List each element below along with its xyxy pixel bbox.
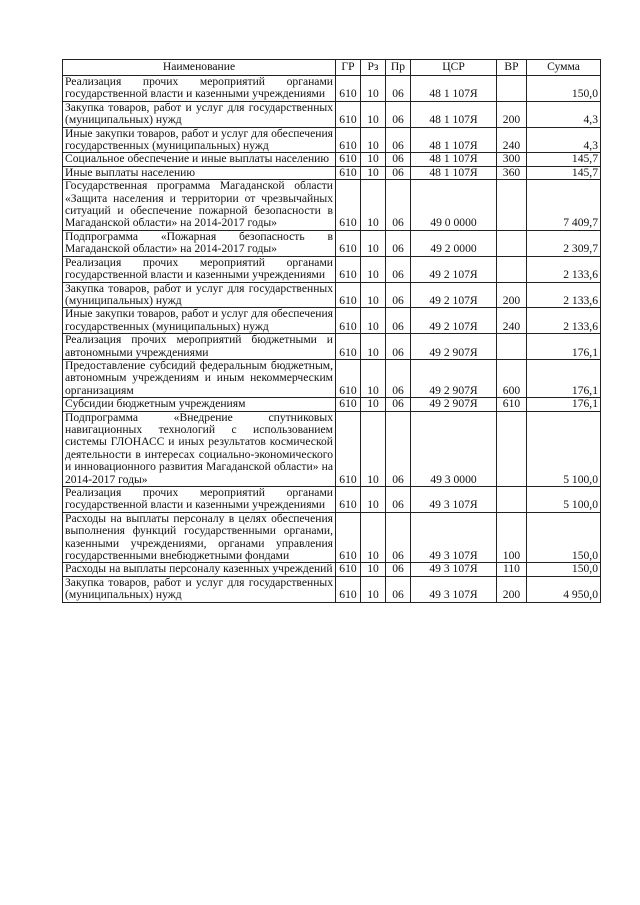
cell-vr: 200 <box>497 282 527 308</box>
cell-vr: 100 <box>497 512 527 563</box>
cell-rz: 10 <box>361 166 386 179</box>
table-row <box>63 334 601 360</box>
cell-vr <box>497 256 527 282</box>
cell-sum: 5 100,0 <box>527 411 601 486</box>
cell-gr: 610 <box>336 76 361 102</box>
table-row <box>63 563 601 576</box>
cell-csr: 49 2 907Я <box>411 334 497 360</box>
table-row <box>63 101 601 127</box>
table-row <box>63 512 601 563</box>
cell-sum: 7 409,7 <box>527 180 601 231</box>
cell-sum: 145,7 <box>527 153 601 166</box>
cell-rz: 10 <box>361 398 386 411</box>
cell-csr: 49 3 0000 <box>411 411 497 486</box>
cell-name: Реализация прочих мероприятий органами государственной власти и казенными учреждениями <box>63 487 336 513</box>
table-row <box>63 127 601 153</box>
cell-pr: 06 <box>386 282 411 308</box>
cell-sum: 4 950,0 <box>527 576 601 602</box>
cell-name: Предоставление субсидий федеральным бюджетным, автономным учреждениям и иным некоммерческим организациям <box>63 359 336 397</box>
cell-rz: 10 <box>361 334 386 360</box>
cell-vr: 240 <box>497 308 527 334</box>
cell-rz: 10 <box>361 76 386 102</box>
cell-name: Иные выплаты населению <box>63 166 336 179</box>
cell-pr: 06 <box>386 411 411 486</box>
cell-csr: 49 2 907Я <box>411 359 497 397</box>
cell-sum: 4,3 <box>527 101 601 127</box>
cell-pr: 06 <box>386 180 411 231</box>
cell-gr: 610 <box>336 398 361 411</box>
cell-name: Иные закупки товаров, работ и услуг для обеспечения государственных (муниципальных) нужд <box>63 127 336 153</box>
cell-name: Социальное обеспечение и иные выплаты населению <box>63 153 336 166</box>
cell-csr: 48 1 107Я <box>411 76 497 102</box>
table-row <box>63 487 601 513</box>
cell-gr: 610 <box>336 334 361 360</box>
table-row <box>63 398 601 411</box>
cell-rz: 10 <box>361 576 386 602</box>
cell-pr: 06 <box>386 359 411 397</box>
cell-vr: 360 <box>497 166 527 179</box>
cell-vr <box>497 230 527 256</box>
cell-pr: 06 <box>386 76 411 102</box>
cell-vr <box>497 180 527 231</box>
cell-name: Закупка товаров, работ и услуг для государственных (муниципальных) нужд <box>63 282 336 308</box>
cell-gr: 610 <box>336 180 361 231</box>
cell-sum: 150,0 <box>527 563 601 576</box>
cell-gr: 610 <box>336 576 361 602</box>
cell-name: Реализация прочих мероприятий бюджетными и автономными учреждениями <box>63 334 336 360</box>
cell-vr <box>497 487 527 513</box>
cell-csr: 48 1 107Я <box>411 153 497 166</box>
cell-name: Иные закупки товаров, работ и услуг для обеспечения государственных (муниципальных) нужд <box>63 308 336 334</box>
cell-pr: 06 <box>386 576 411 602</box>
cell-rz: 10 <box>361 282 386 308</box>
cell-gr: 610 <box>336 512 361 563</box>
cell-pr: 06 <box>386 398 411 411</box>
cell-pr: 06 <box>386 230 411 256</box>
cell-sum: 145,7 <box>527 166 601 179</box>
header-name: Наименование <box>63 60 336 76</box>
cell-sum: 176,1 <box>527 359 601 397</box>
cell-gr: 610 <box>336 256 361 282</box>
cell-rz: 10 <box>361 153 386 166</box>
header-rz: Рз <box>361 60 386 76</box>
table-row <box>63 308 601 334</box>
cell-gr: 610 <box>336 359 361 397</box>
header-pr: Пр <box>386 60 411 76</box>
cell-rz: 10 <box>361 411 386 486</box>
cell-name: Закупка товаров, работ и услуг для государственных (муниципальных) нужд <box>63 576 336 602</box>
cell-sum: 2 133,6 <box>527 256 601 282</box>
cell-name: Реализация прочих мероприятий органами государственной власти и казенными учреждениями <box>63 256 336 282</box>
table-row <box>63 282 601 308</box>
cell-pr: 06 <box>386 487 411 513</box>
cell-name: Государственная программа Магаданской области «Защита населения и территории от чрезвычайных ситуаций и обеспечение пожарной безопасности в Магаданской области» на 2014-2017 годы» <box>63 180 336 231</box>
cell-vr: 300 <box>497 153 527 166</box>
cell-name: Подпрограмма «Внедрение спутниковых навигационных технологий с использованием системы ГЛОНАСС и иных результатов космической деятельности в интересах социально-экономического и инновационного развития Магаданской области» на 2014-2017 годы» <box>63 411 336 486</box>
cell-csr: 49 2 0000 <box>411 230 497 256</box>
cell-pr: 06 <box>386 256 411 282</box>
cell-vr: 610 <box>497 398 527 411</box>
header-csr: ЦСР <box>411 60 497 76</box>
cell-gr: 610 <box>336 563 361 576</box>
cell-pr: 06 <box>386 101 411 127</box>
cell-vr: 200 <box>497 576 527 602</box>
cell-rz: 10 <box>361 256 386 282</box>
cell-name: Реализация прочих мероприятий органами государственной власти и казенными учреждениями <box>63 76 336 102</box>
cell-pr: 06 <box>386 334 411 360</box>
cell-name: Расходы на выплаты персоналу в целях обеспечения выполнения функций государственными органами, казенными учреждениями, органами управления государственными внебюджетными фондами <box>63 512 336 563</box>
cell-csr: 48 1 107Я <box>411 127 497 153</box>
table-row <box>63 153 601 166</box>
cell-csr: 48 1 107Я <box>411 101 497 127</box>
table-row <box>63 230 601 256</box>
cell-vr: 240 <box>497 127 527 153</box>
cell-csr: 49 2 107Я <box>411 282 497 308</box>
table-row <box>63 256 601 282</box>
cell-pr: 06 <box>386 308 411 334</box>
cell-csr: 49 0 0000 <box>411 180 497 231</box>
cell-pr: 06 <box>386 127 411 153</box>
cell-gr: 610 <box>336 101 361 127</box>
cell-vr: 600 <box>497 359 527 397</box>
cell-gr: 610 <box>336 127 361 153</box>
cell-rz: 10 <box>361 563 386 576</box>
table-row <box>63 180 601 231</box>
cell-gr: 610 <box>336 308 361 334</box>
table-row <box>63 166 601 179</box>
cell-sum: 150,0 <box>527 76 601 102</box>
cell-vr <box>497 334 527 360</box>
cell-sum: 4,3 <box>527 127 601 153</box>
cell-gr: 610 <box>336 411 361 486</box>
cell-sum: 176,1 <box>527 334 601 360</box>
header-vr: ВР <box>497 60 527 76</box>
cell-csr: 49 2 107Я <box>411 256 497 282</box>
table-header-row <box>63 60 601 76</box>
cell-csr: 49 2 107Я <box>411 308 497 334</box>
cell-rz: 10 <box>361 127 386 153</box>
cell-rz: 10 <box>361 308 386 334</box>
cell-vr <box>497 76 527 102</box>
cell-rz: 10 <box>361 230 386 256</box>
cell-sum: 150,0 <box>527 512 601 563</box>
cell-pr: 06 <box>386 512 411 563</box>
table-row <box>63 411 601 486</box>
table-body <box>63 76 601 603</box>
cell-gr: 610 <box>336 230 361 256</box>
cell-sum: 5 100,0 <box>527 487 601 513</box>
cell-csr: 49 3 107Я <box>411 576 497 602</box>
table-row <box>63 359 601 397</box>
cell-gr: 610 <box>336 282 361 308</box>
cell-csr: 49 2 907Я <box>411 398 497 411</box>
cell-csr: 49 3 107Я <box>411 487 497 513</box>
cell-sum: 176,1 <box>527 398 601 411</box>
cell-gr: 610 <box>336 153 361 166</box>
cell-name: Закупка товаров, работ и услуг для государственных (муниципальных) нужд <box>63 101 336 127</box>
budget-table <box>62 59 601 603</box>
cell-rz: 10 <box>361 101 386 127</box>
header-sum: Сумма <box>527 60 601 76</box>
table-row <box>63 76 601 102</box>
cell-sum: 2 309,7 <box>527 230 601 256</box>
cell-name: Подпрограмма «Пожарная безопасность в Магаданской области» на 2014-2017 годы» <box>63 230 336 256</box>
cell-csr: 48 1 107Я <box>411 166 497 179</box>
cell-pr: 06 <box>386 563 411 576</box>
cell-rz: 10 <box>361 180 386 231</box>
cell-rz: 10 <box>361 512 386 563</box>
cell-pr: 06 <box>386 166 411 179</box>
cell-csr: 49 3 107Я <box>411 512 497 563</box>
cell-csr: 49 3 107Я <box>411 563 497 576</box>
budget-document <box>62 59 601 603</box>
cell-gr: 610 <box>336 487 361 513</box>
table-row <box>63 576 601 602</box>
header-gr: ГР <box>336 60 361 76</box>
cell-name: Субсидии бюджетным учреждениям <box>63 398 336 411</box>
cell-vr: 200 <box>497 101 527 127</box>
cell-sum: 2 133,6 <box>527 308 601 334</box>
cell-vr: 110 <box>497 563 527 576</box>
cell-gr: 610 <box>336 166 361 179</box>
cell-vr <box>497 411 527 486</box>
cell-rz: 10 <box>361 487 386 513</box>
cell-name: Расходы на выплаты персоналу казенных учреждений <box>63 563 336 576</box>
cell-rz: 10 <box>361 359 386 397</box>
cell-pr: 06 <box>386 153 411 166</box>
cell-sum: 2 133,6 <box>527 282 601 308</box>
